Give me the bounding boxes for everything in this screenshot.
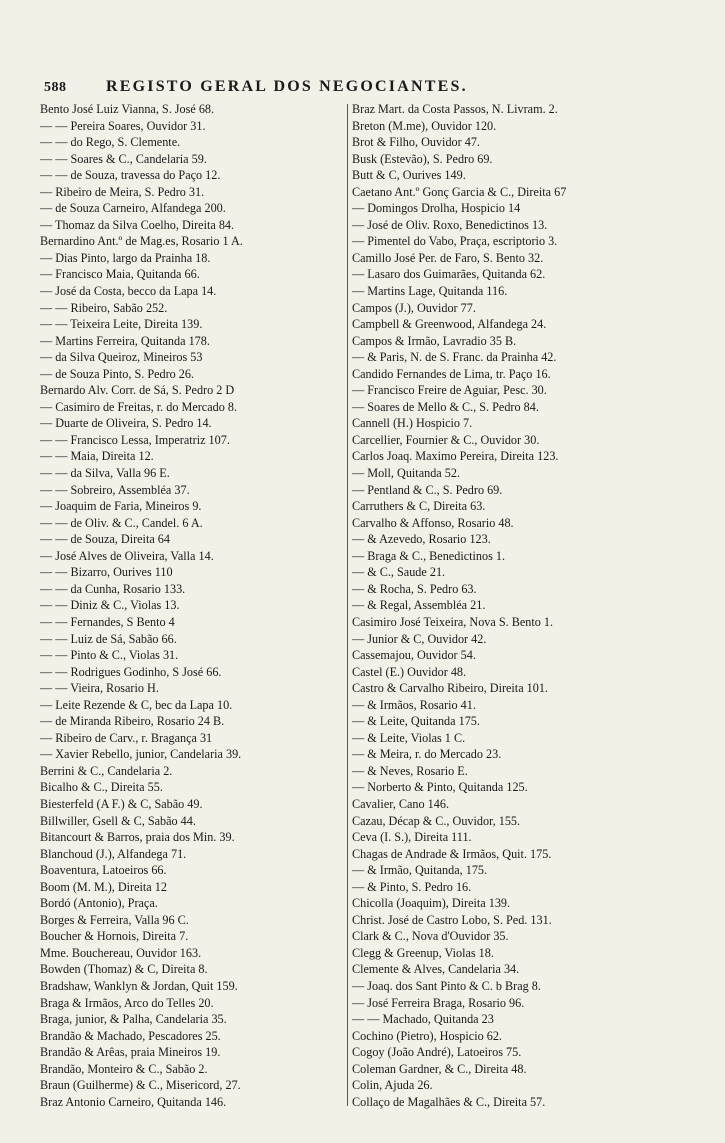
directory-entry: Caetano Ant.º Gonç Garcia & C., Direita 67 — [352, 184, 567, 199]
directory-entry: — Lasaro dos Guimarães, Quitanda 62. — [352, 267, 546, 282]
directory-entry: Borges & Ferreira, Valla 96 C. — [40, 912, 189, 927]
directory-entry: — Norberto & Pinto, Quitanda 125. — [352, 780, 528, 795]
directory-entry: Cazau, Décap & C., Ouvidor, 155. — [352, 813, 521, 828]
directory-entry: — José de Oliv. Roxo, Benedictinos 13. — [352, 217, 548, 232]
directory-entry: — & Pinto, S. Pedro 16. — [352, 879, 472, 894]
directory-entry: — da Silva Queiroz, Mineiros 53 — [40, 350, 203, 365]
column-divider — [347, 104, 348, 1106]
directory-entry: — Ribeiro de Meira, S. Pedro 31. — [40, 184, 205, 199]
directory-entry: Cassemajou, Ouvidor 54. — [352, 648, 476, 663]
directory-entry: Bernardo Alv. Corr. de Sá, S. Pedro 2 D — [40, 383, 235, 398]
directory-entry: Brandão & Machado, Pescadores 25. — [40, 1028, 221, 1043]
directory-entry: Campos (J.), Ouvidor 77. — [352, 300, 476, 315]
directory-entry: — José Ferreira Braga, Rosario 96. — [352, 995, 525, 1010]
directory-entry: — — Vieira, Rosario H. — [40, 681, 159, 696]
directory-entry: Ceva (I. S.), Direita 111. — [352, 830, 472, 845]
directory-entry: — — Rodrigues Godinho, S José 66. — [40, 664, 222, 679]
directory-entry: — Thomaz da Silva Coelho, Direita 84. — [40, 217, 235, 232]
directory-entry: — Francisco Freire de Aguiar, Pesc. 30. — [352, 383, 547, 398]
directory-entry: — & C., Saude 21. — [352, 565, 446, 580]
directory-entry: Campbell & Greenwood, Alfandega 24. — [352, 317, 547, 332]
directory-entry: — — Bizarro, Ourives 110 — [40, 565, 173, 580]
directory-entry: Chagas de Andrade & Irmãos, Quit. 175. — [352, 846, 552, 861]
directory-entry: — Leite Rezende & C, bec da Lapa 10. — [40, 697, 233, 712]
directory-entry: — — Sobreiro, Assembléa 37. — [40, 482, 190, 497]
directory-entry: — & Paris, N. de S. Franc. da Prainha 42. — [352, 350, 557, 365]
directory-entry: — & Leite, Violas 1 C. — [352, 730, 466, 745]
directory-entry: — — Fernandes, S Bento 4 — [40, 614, 175, 629]
directory-entry: Castel (E.) Ouvidor 48. — [352, 664, 467, 679]
directory-entry: Cavalier, Cano 146. — [352, 796, 449, 811]
directory-entry: Braga, junior, & Palha, Candelaria 35. — [40, 1012, 227, 1027]
directory-entry: Cogoy (João André), Latoeiros 75. — [352, 1045, 522, 1060]
directory-entry: Bicalho & C., Direita 55. — [40, 780, 163, 795]
directory-entry: — — Machado, Quitanda 23 — [352, 1012, 494, 1027]
directory-entry: — Casimiro de Freitas, r. do Mercado 8. — [40, 399, 237, 414]
directory-entry: Bradshaw, Wanklyn & Jordan, Quit 159. — [40, 978, 238, 993]
directory-entry: — — Teixeira Leite, Direita 139. — [40, 317, 203, 332]
directory-entry: — — Pinto & C., Violas 31. — [40, 648, 179, 663]
directory-entry: — Joaquim de Faria, Mineiros 9. — [40, 499, 202, 514]
directory-entry: Camillo José Per. de Faro, S. Bento 32. — [352, 250, 544, 265]
directory-entry: — & Rocha, S. Pedro 63. — [352, 581, 477, 596]
directory-entry: — — Diniz & C., Violas 13. — [40, 598, 180, 613]
directory-entry: Brot & Filho, Ouvidor 47. — [352, 135, 480, 150]
directory-entry: — Pimentel do Vabo, Praça, escriptorio 3. — [352, 234, 558, 249]
directory-entry: — & Leite, Quitanda 175. — [352, 714, 480, 729]
directory-entry: — — de Souza, travessa do Paço 12. — [40, 168, 221, 183]
directory-columns — [40, 102, 680, 1110]
directory-entry: Braz Antonio Carneiro, Quitanda 146. — [40, 1094, 227, 1109]
directory-entry: — — Luiz de Sá, Sabão 66. — [40, 631, 177, 646]
directory-entry: Carvalho & Affonso, Rosario 48. — [352, 515, 514, 530]
directory-entry: — — de Souza, Direita 64 — [40, 532, 170, 547]
directory-entry: Colin, Ajuda 26. — [352, 1078, 433, 1093]
directory-entry: — Pentland & C., S. Pedro 69. — [352, 482, 503, 497]
directory-entry: Collaço de Magalhães & C., Direita 57. — [352, 1094, 546, 1109]
directory-entry: Bowden (Thomaz) & C, Direita 8. — [40, 962, 208, 977]
directory-entry: Carruthers & C, Direita 63. — [352, 499, 486, 514]
directory-entry: Carcellier, Fournier & C., Ouvidor 30. — [352, 432, 540, 447]
directory-entry: — de Souza Carneiro, Alfandega 200. — [40, 201, 226, 216]
directory-entry: Braz Mart. da Costa Passos, N. Livram. 2. — [352, 102, 558, 116]
directory-entry: — & Regal, Assembléa 21. — [352, 598, 486, 613]
directory-entry: Christ. José de Castro Lobo, S. Ped. 131. — [352, 912, 552, 927]
directory-entry: — — de Oliv. & C., Candel. 6 A. — [40, 515, 203, 530]
directory-entry: Bernardino Ant.º de Mag.es, Rosario 1 A. — [40, 234, 243, 249]
directory-entry: Chicolla (Joaquim), Direita 139. — [352, 896, 511, 911]
directory-entry: Billwiller, Gsell & C, Sabão 44. — [40, 813, 196, 828]
directory-entry: — Francisco Maia, Quitanda 66. — [40, 267, 200, 282]
directory-entry: Bitancourt & Barros, praia dos Min. 39. — [40, 830, 235, 845]
directory-entry: Castro & Carvalho Ribeiro, Direita 101. — [352, 681, 548, 696]
directory-entry: Coleman Gardner, & C., Direita 48. — [352, 1061, 527, 1076]
directory-entry: — José Alves de Oliveira, Valla 14. — [40, 548, 214, 563]
directory-entry: Candido Fernandes de Lima, tr. Paço 16. — [352, 366, 551, 381]
directory-entry: Braga & Irmãos, Arco do Telles 20. — [40, 995, 214, 1010]
directory-entry: — & Irmãos, Rosario 41. — [352, 697, 476, 712]
directory-entry: Boucher & Hornois, Direita 7. — [40, 929, 189, 944]
directory-entry: — & Meira, r. do Mercado 23. — [352, 747, 502, 762]
directory-entry: Blanchoud (J.), Alfandega 71. — [40, 846, 187, 861]
directory-entry: — & Irmão, Quitanda, 175. — [352, 863, 488, 878]
directory-entry: Butt & C, Ourives 149. — [352, 168, 466, 183]
directory-entry: Brandão & Arêas, praia Mineiros 19. — [40, 1045, 221, 1060]
directory-entry: — Braga & C., Benedictinos 1. — [352, 548, 505, 563]
directory-entry: Breton (M.me), Ouvidor 120. — [352, 118, 497, 133]
running-title: REGISTO GERAL DOS NEGOCIANTES. — [106, 78, 468, 95]
directory-entry: Bordó (Antonio), Praça. — [40, 896, 158, 911]
directory-entry: Biesterfeld (A F.) & C, Sabão 49. — [40, 796, 203, 811]
directory-entry: — & Azevedo, Rosario 123. — [352, 532, 491, 547]
directory-entry: Campos & Irmão, Lavradio 35 B. — [352, 333, 517, 348]
directory-entry: Boom (M. M.), Direita 12 — [40, 879, 167, 894]
directory-entry: — — Ribeiro, Sabão 252. — [40, 300, 168, 315]
directory-entry: — Martins Lage, Quitanda 116. — [352, 284, 508, 299]
directory-entry: Cochino (Pietro), Hospicio 62. — [352, 1028, 502, 1043]
directory-entry: — — Maia, Direita 12. — [40, 449, 154, 464]
directory-entry: — — da Cunha, Rosario 133. — [40, 581, 186, 596]
directory-entry: Carlos Joaq. Maximo Pereira, Direita 123. — [352, 449, 559, 464]
directory-entry: — Xavier Rebello, junior, Candelaria 39. — [40, 747, 242, 762]
left-column — [40, 102, 344, 1110]
directory-entry: Bento José Luiz Vianna, S. José 68. — [40, 102, 215, 116]
directory-entry: Mme. Bouchereau, Ouvidor 163. — [40, 945, 202, 960]
directory-entry: — — da Silva, Valla 96 E. — [40, 466, 170, 481]
directory-entry: — Joaq. dos Sant Pinto & C. b Brag 8. — [352, 978, 541, 993]
page-header — [44, 78, 684, 100]
directory-entry: Cannell (H.) Hospicio 7. — [352, 416, 473, 431]
directory-entry: Busk (Estevão), S. Pedro 69. — [352, 151, 493, 166]
directory-entry: — Moll, Quitanda 52. — [352, 466, 460, 481]
directory-entry: Braun (Guilherme) & C., Misericord, 27. — [40, 1078, 241, 1093]
page-number: 588 — [44, 80, 67, 95]
directory-entry: — & Neves, Rosario E. — [352, 763, 468, 778]
directory-entry: — Junior & C, Ouvidor 42. — [352, 631, 487, 646]
directory-entry: — Domingos Drolha, Hospicio 14 — [352, 201, 521, 216]
directory-entry: Clemente & Alves, Candelaria 34. — [352, 962, 520, 977]
right-column — [352, 102, 656, 1110]
directory-entry: — — do Rego, S. Clemente. — [40, 135, 181, 150]
directory-entry: Brandão, Monteiro & C., Sabão 2. — [40, 1061, 208, 1076]
directory-entry: — Duarte de Oliveira, S. Pedro 14. — [40, 416, 212, 431]
directory-entry: Clegg & Greenup, Violas 18. — [352, 945, 494, 960]
directory-entry: — Soares de Mello & C., S. Pedro 84. — [352, 399, 539, 414]
directory-entry: — Dias Pinto, largo da Prainha 18. — [40, 250, 211, 265]
directory-entry: — Ribeiro de Carv., r. Bragança 31 — [40, 730, 213, 745]
directory-entry: Boaventura, Latoeiros 66. — [40, 863, 167, 878]
directory-entry: — de Miranda Ribeiro, Rosario 24 B. — [40, 714, 225, 729]
directory-entry: Clark & C., Nova d'Ouvidor 35. — [352, 929, 509, 944]
directory-entry: Casimiro José Teixeira, Nova S. Bento 1. — [352, 614, 554, 629]
directory-entry: — — Francisco Lessa, Imperatriz 107. — [40, 432, 230, 447]
directory-entry: — — Pereira Soares, Ouvidor 31. — [40, 118, 206, 133]
directory-entry: — Martins Ferreira, Quitanda 178. — [40, 333, 210, 348]
directory-entry: — de Souza Pinto, S. Pedro 26. — [40, 366, 195, 381]
directory-entry: — — Soares & C., Candelaria 59. — [40, 151, 207, 166]
directory-entry: Berrini & C., Candelaria 2. — [40, 763, 173, 778]
directory-entry: — José da Costa, becco da Lapa 14. — [40, 284, 217, 299]
